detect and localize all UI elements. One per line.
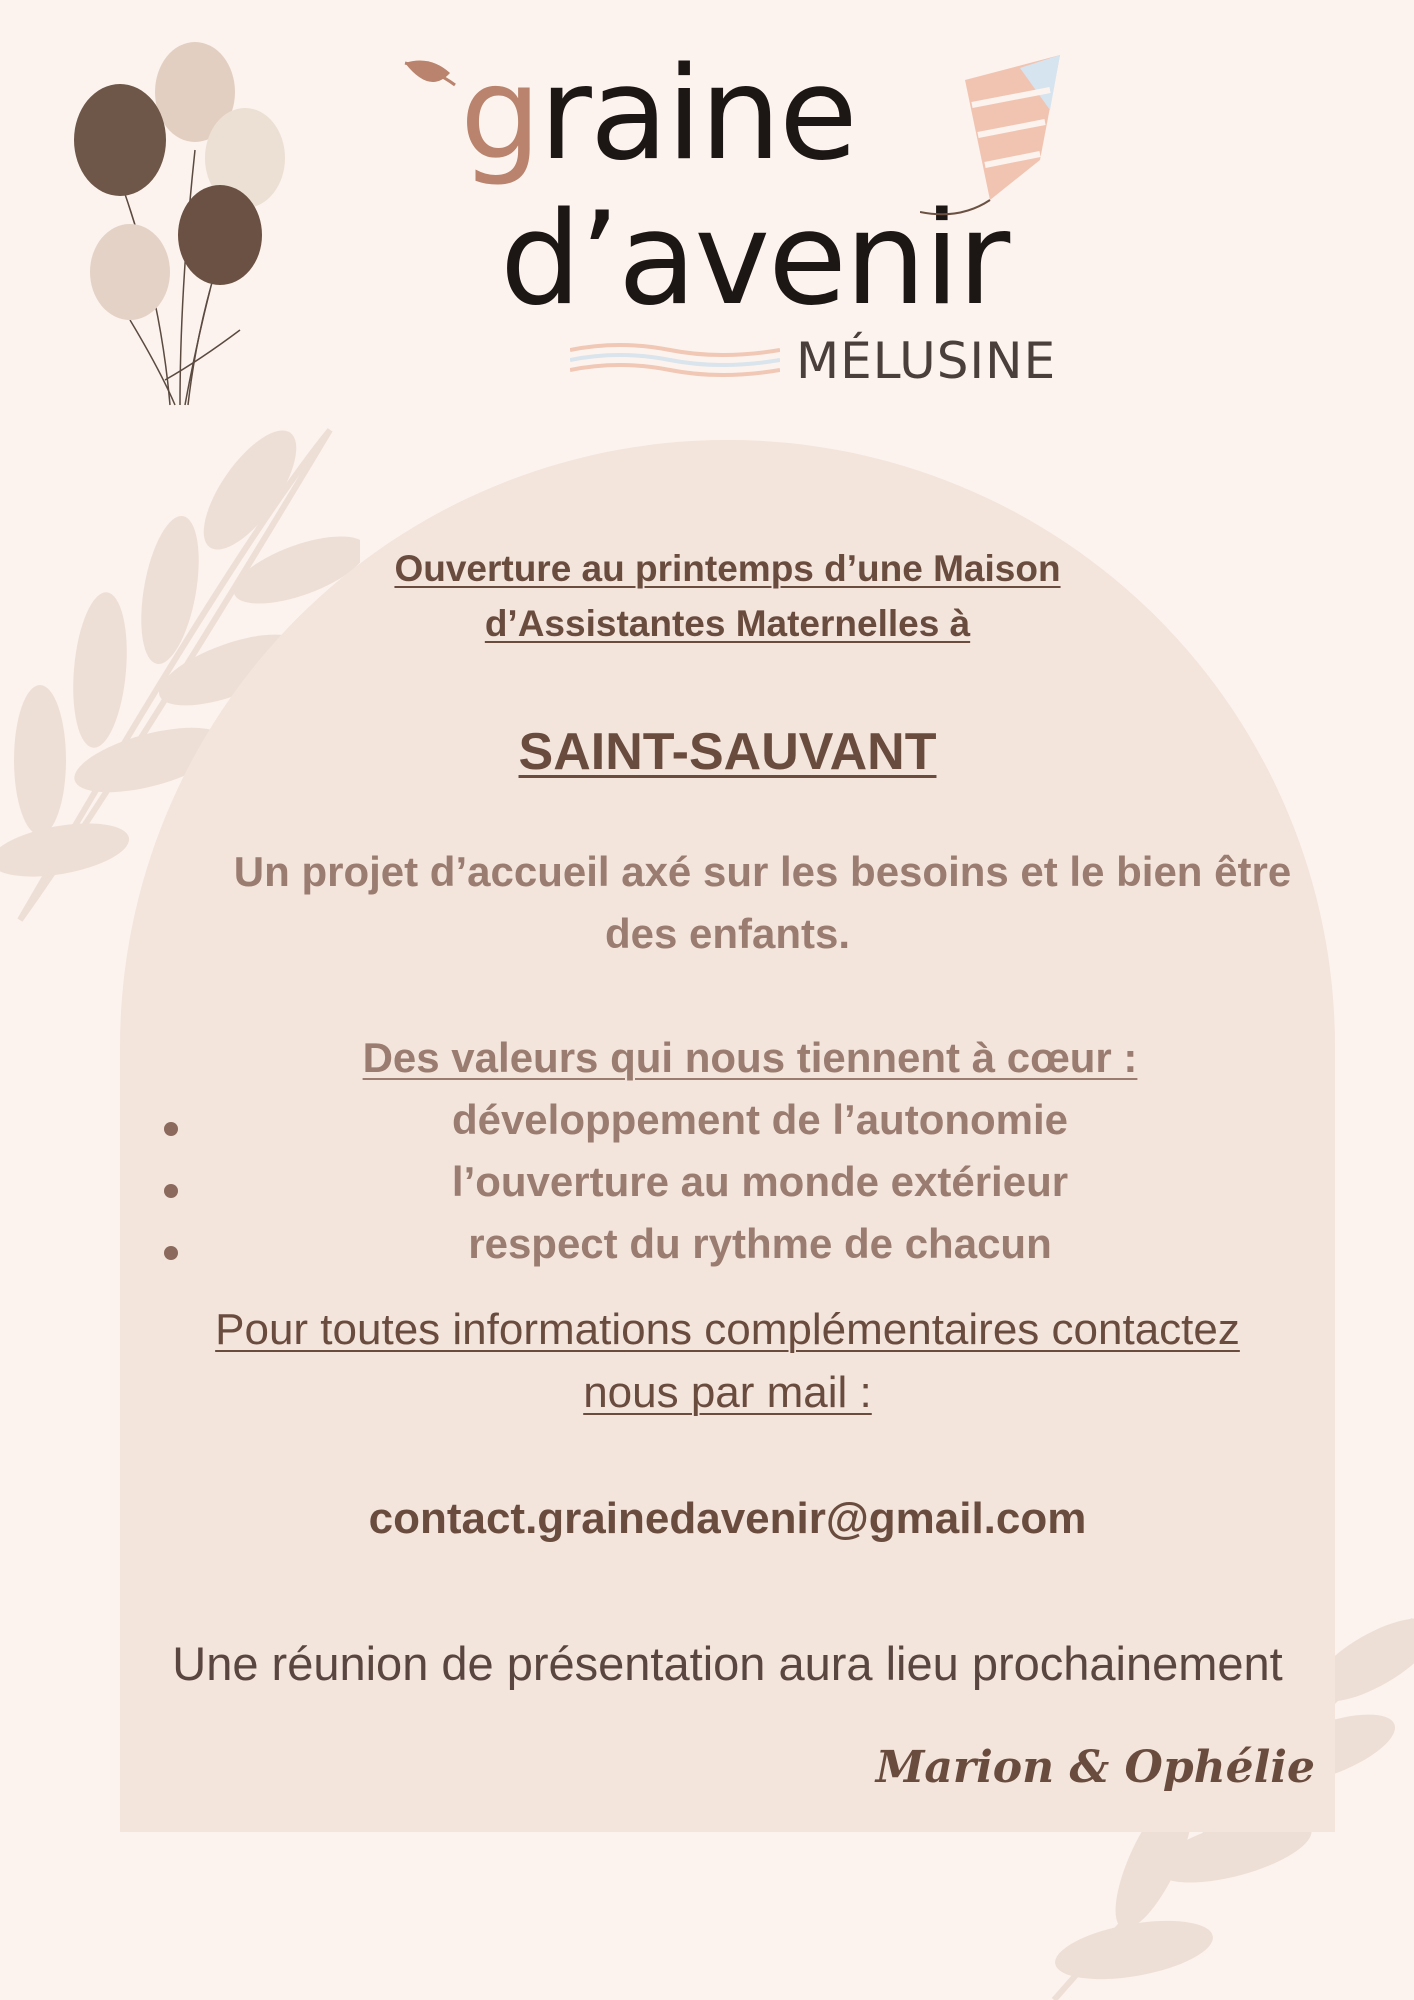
city-name: SAINT-SAUVANT <box>518 723 937 781</box>
logo-subtitle: MÉLUSINE <box>796 332 1057 390</box>
wave-lines <box>570 340 780 380</box>
contact-lead-line-1: Pour toutes informations complémentaires contactez <box>215 1305 1240 1354</box>
leaf-icon <box>400 55 460 95</box>
meeting-announcement: Une réunion de présentation aura lieu prochainement <box>172 1637 1283 1690</box>
kite-icon <box>920 50 1080 230</box>
logo-title-line1: graine <box>460 40 856 189</box>
intro-line-2: d’Assistantes Maternelles à <box>484 603 971 644</box>
intro-line-1: Ouverture au printemps d’une Maison <box>394 548 1061 589</box>
main-content <box>120 440 1335 1832</box>
contact-lead-line-2: nous par mail : <box>583 1368 872 1417</box>
graine-davenir-logo <box>400 40 1060 390</box>
balloons-illustration <box>70 40 300 410</box>
values-title: Des valeurs qui nous tiennent à cœur : <box>362 1034 1138 1081</box>
contact-email[interactable]: contact.grainedavenir@gmail.com <box>368 1494 1087 1543</box>
project-line-2: des enfants. <box>604 910 851 957</box>
signature: Marion & Ophélie <box>875 1742 1315 1793</box>
logo-title-line2: d’avenir <box>500 185 1009 334</box>
project-line-1: Un projet d’accueil axé sur les besoins et le bien être <box>233 848 1292 895</box>
value-item: développement de l’autonomie <box>451 1096 1069 1143</box>
value-item: l’ouverture au monde extérieur <box>451 1158 1069 1205</box>
value-item: respect du rythme de chacun <box>468 1220 1052 1267</box>
